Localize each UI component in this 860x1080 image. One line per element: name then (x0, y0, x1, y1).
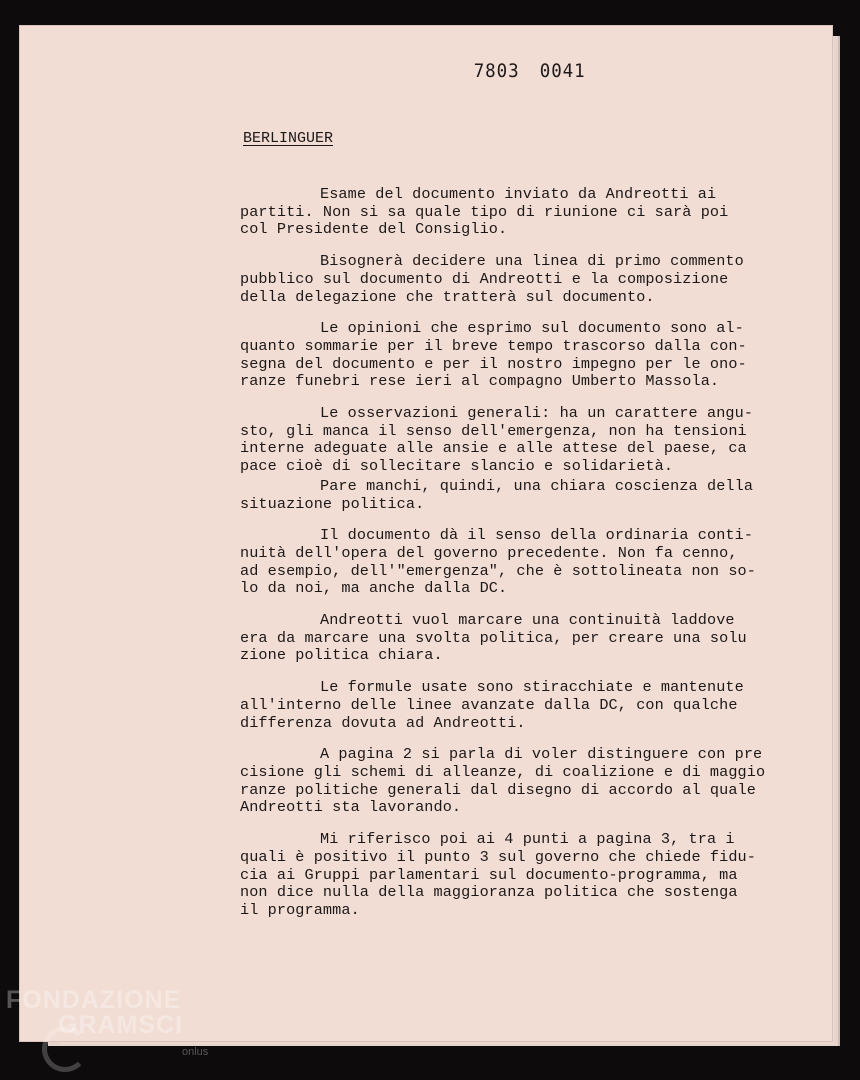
doc-number-part-2: 0041 (539, 60, 586, 82)
page-title: BERLINGUER (243, 130, 334, 147)
paragraph-5: Pare manchi, quindi, una chiara coscienza della situazione politica. (240, 476, 754, 513)
watermark-line-2: GRAMSCI (58, 1011, 184, 1039)
watermark-g-icon (42, 1026, 88, 1072)
paragraph-8: Le formule usate sono stiracchiate e mantenute all'interno delle linee avanzate dalla DC, con qualche differenza dovuta ad Andreotti. (240, 678, 744, 732)
paragraph-6: Il documento dà il senso della ordinaria conti- nuità dell'opera del governo precedente. Non fa cenno, ad esempio, dell'"emergenza", che è sottolineata non so- lo da noi, ma anche dalla DC. (240, 526, 756, 598)
fondazione-gramsci-watermark (6, 986, 209, 1058)
paragraph-7: Andreotti vuol marcare una continuità laddove era da marcare una svolta politica, per creare una solu zione politica chiara. (240, 611, 747, 665)
paragraph-2: Bisognerà decidere una linea di primo commento pubblico sul documento di Andreotti e la composizione della delegazione che tratterà sul documento. (240, 252, 744, 306)
paragraph-3: Le opinioni che esprimo sul documento sono al- quanto sommarie per il breve tempo trascorso dalla con- segna del documento e per il nostro impegno per le ono- ranze funebri rese ieri al compagno Umberto Massola. (240, 319, 747, 391)
document-body (240, 186, 810, 920)
paragraph-1: Esame del documento inviato da Andreotti ai partiti. Non si sa quale tipo di riunione ci sarà poi col Presidente del Consiglio. (240, 185, 729, 239)
paragraph-4: Le osservazioni generali: ha un carattere angu- sto, gli manca il senso dell'emergenza, non ha tensioni interne adeguate alle ansie e alle attese del paese, ca pace cioè di sollecitare slancio e solidarietà. (240, 404, 754, 476)
document-number (474, 60, 606, 82)
doc-number-part-1: 7803 (473, 60, 520, 82)
paragraph-10: Mi riferisco poi ai 4 punti a pagina 3, tra i quali è positivo il punto 3 sul governo che chiede fidu- cia ai Gruppi parlamentari sul documento-programma, ma non dice nulla della maggioranza politica che sostenga il programma. (240, 830, 756, 919)
paragraph-9: A pagina 2 si parla di voler distinguere con pre cisione gli schemi di alleanze, di coalizione e di maggio ranze politiche generali dal disegno di accordo al quale Andreotti sta lavorando. (240, 745, 766, 817)
watermark-line-1: FONDAZIONE (6, 986, 182, 1014)
watermark-suffix: onlus (182, 1046, 209, 1058)
